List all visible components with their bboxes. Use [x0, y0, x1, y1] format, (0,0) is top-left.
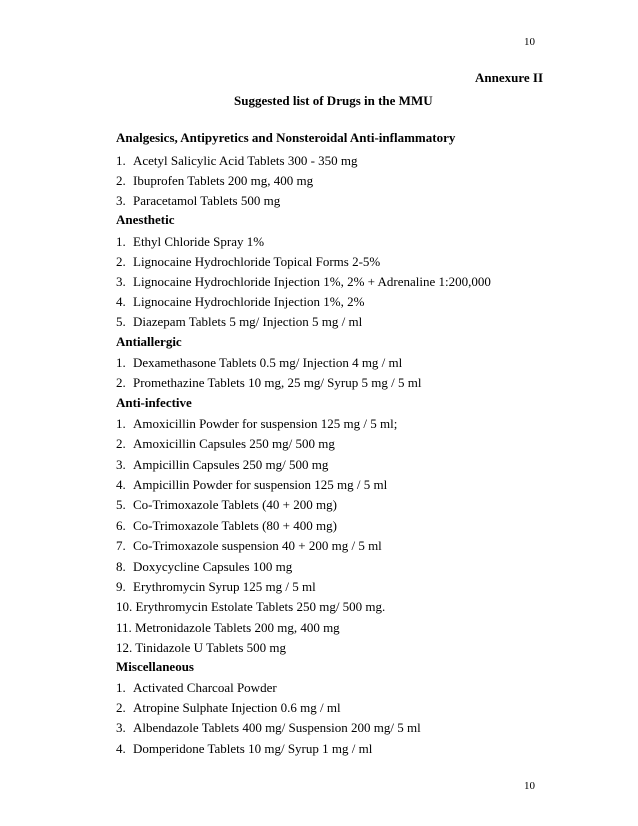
list-item — [116, 680, 277, 696]
item-number: 5. — [116, 497, 126, 512]
item-number: 2. — [116, 700, 126, 715]
item-number: 4. — [116, 294, 126, 309]
item-number: 6. — [116, 518, 126, 533]
item-number: 5. — [116, 314, 126, 329]
item-text: Lignocaine Hydrochloride Injection 1%, 2% — [133, 294, 365, 309]
item-text: Erythromycin Estolate Tablets 250 mg/ 500 mg. — [135, 599, 386, 614]
list-item — [116, 274, 491, 290]
item-text: Ampicillin Powder for suspension 125 mg / 5 ml — [133, 477, 388, 492]
item-text: Co-Trimoxazole suspension 40 + 200 mg / 5 ml — [133, 538, 382, 553]
list-item — [116, 234, 264, 250]
item-number: 2. — [116, 436, 126, 451]
footer-page-number: 10 — [524, 780, 535, 792]
item-text: Co-Trimoxazole Tablets (40 + 200 mg) — [133, 497, 337, 512]
list-item — [116, 375, 421, 391]
section-heading-analgesics: Analgesics, Antipyretics and Nonsteroidal Anti-inflammatory — [116, 130, 456, 145]
item-number: 1. — [116, 416, 126, 431]
item-text: Erythromycin Syrup 125 mg / 5 ml — [133, 579, 316, 594]
item-text: Domperidone Tablets 10 mg/ Syrup 1 mg / ml — [133, 741, 373, 756]
list-item — [116, 416, 397, 432]
list-item — [116, 599, 385, 615]
item-text: Co-Trimoxazole Tablets (80 + 400 mg) — [133, 518, 337, 533]
item-text: Activated Charcoal Powder — [133, 680, 277, 695]
list-item — [116, 538, 382, 554]
item-number: 1. — [116, 234, 126, 249]
list-item — [116, 254, 380, 270]
item-text: Ibuprofen Tablets 200 mg, 400 mg — [133, 173, 314, 188]
item-text: Amoxicillin Powder for suspension 125 mg / 5 ml; — [133, 416, 398, 431]
item-text: Dexamethasone Tablets 0.5 mg/ Injection 4 mg / ml — [133, 355, 403, 370]
item-text: Amoxicillin Capsules 250 mg/ 500 mg — [133, 436, 335, 451]
list-item — [116, 193, 280, 209]
item-text: Lignocaine Hydrochloride Topical Forms 2-5% — [133, 254, 381, 269]
list-item — [116, 153, 358, 169]
item-number: 2. — [116, 375, 126, 390]
list-item — [116, 457, 328, 473]
item-text: Metronidazole Tablets 200 mg, 400 mg — [135, 620, 340, 635]
item-number: 4. — [116, 477, 126, 492]
section-heading-antiallergic: Antiallergic — [116, 334, 182, 349]
list-item — [116, 640, 286, 656]
item-number: 3. — [116, 720, 126, 735]
section-heading-anesthetic: Anesthetic — [116, 212, 175, 227]
item-number: 11. — [116, 620, 132, 635]
list-item — [116, 620, 340, 636]
list-item — [116, 355, 402, 371]
item-number: 1. — [116, 153, 126, 168]
item-text: Paracetamol Tablets 500 mg — [133, 193, 281, 208]
item-number: 12. — [116, 640, 133, 655]
item-text: Tinidazole U Tablets 500 mg — [135, 640, 287, 655]
item-number: 1. — [116, 355, 126, 370]
item-number: 3. — [116, 457, 126, 472]
item-number: 9. — [116, 579, 126, 594]
item-text: Acetyl Salicylic Acid Tablets 300 - 350 mg — [133, 153, 358, 168]
list-item — [116, 700, 341, 716]
item-number: 3. — [116, 274, 126, 289]
list-item — [116, 436, 335, 452]
list-item — [116, 294, 364, 310]
item-text: Ampicillin Capsules 250 mg/ 500 mg — [133, 457, 329, 472]
item-number: 4. — [116, 741, 126, 756]
item-number: 7. — [116, 538, 126, 553]
section-heading-anti-infective: Anti-infective — [116, 395, 192, 410]
item-number: 2. — [116, 173, 126, 188]
page-title: Suggested list of Drugs in the MMU — [234, 93, 433, 108]
list-item — [116, 314, 362, 330]
item-text: Diazepam Tablets 5 mg/ Injection 5 mg / ml — [133, 314, 363, 329]
section-heading-miscellaneous: Miscellaneous — [116, 659, 194, 674]
list-item — [116, 518, 337, 534]
list-item — [116, 720, 421, 736]
list-item — [116, 741, 372, 757]
list-item — [116, 579, 316, 595]
item-text: Doxycycline Capsules 100 mg — [133, 559, 293, 574]
item-number: 8. — [116, 559, 126, 574]
item-text: Ethyl Chloride Spray 1% — [133, 234, 265, 249]
annexure-label: Annexure II — [475, 70, 544, 85]
list-item — [116, 497, 337, 513]
item-number: 3. — [116, 193, 126, 208]
list-item — [116, 477, 387, 493]
item-text: Lignocaine Hydrochloride Injection 1%, 2% + Adrenaline 1:200,000 — [133, 274, 491, 289]
item-number: 10. — [116, 599, 133, 614]
list-item — [116, 559, 292, 575]
item-text: Promethazine Tablets 10 mg, 25 mg/ Syrup 5 mg / 5 ml — [133, 375, 422, 390]
item-text: Albendazole Tablets 400 mg/ Suspension 200 mg/ 5 ml — [133, 720, 421, 735]
item-text: Atropine Sulphate Injection 0.6 mg / ml — [133, 700, 341, 715]
header-page-number: 10 — [524, 36, 535, 48]
item-number: 2. — [116, 254, 126, 269]
list-item — [116, 173, 313, 189]
item-number: 1. — [116, 680, 126, 695]
